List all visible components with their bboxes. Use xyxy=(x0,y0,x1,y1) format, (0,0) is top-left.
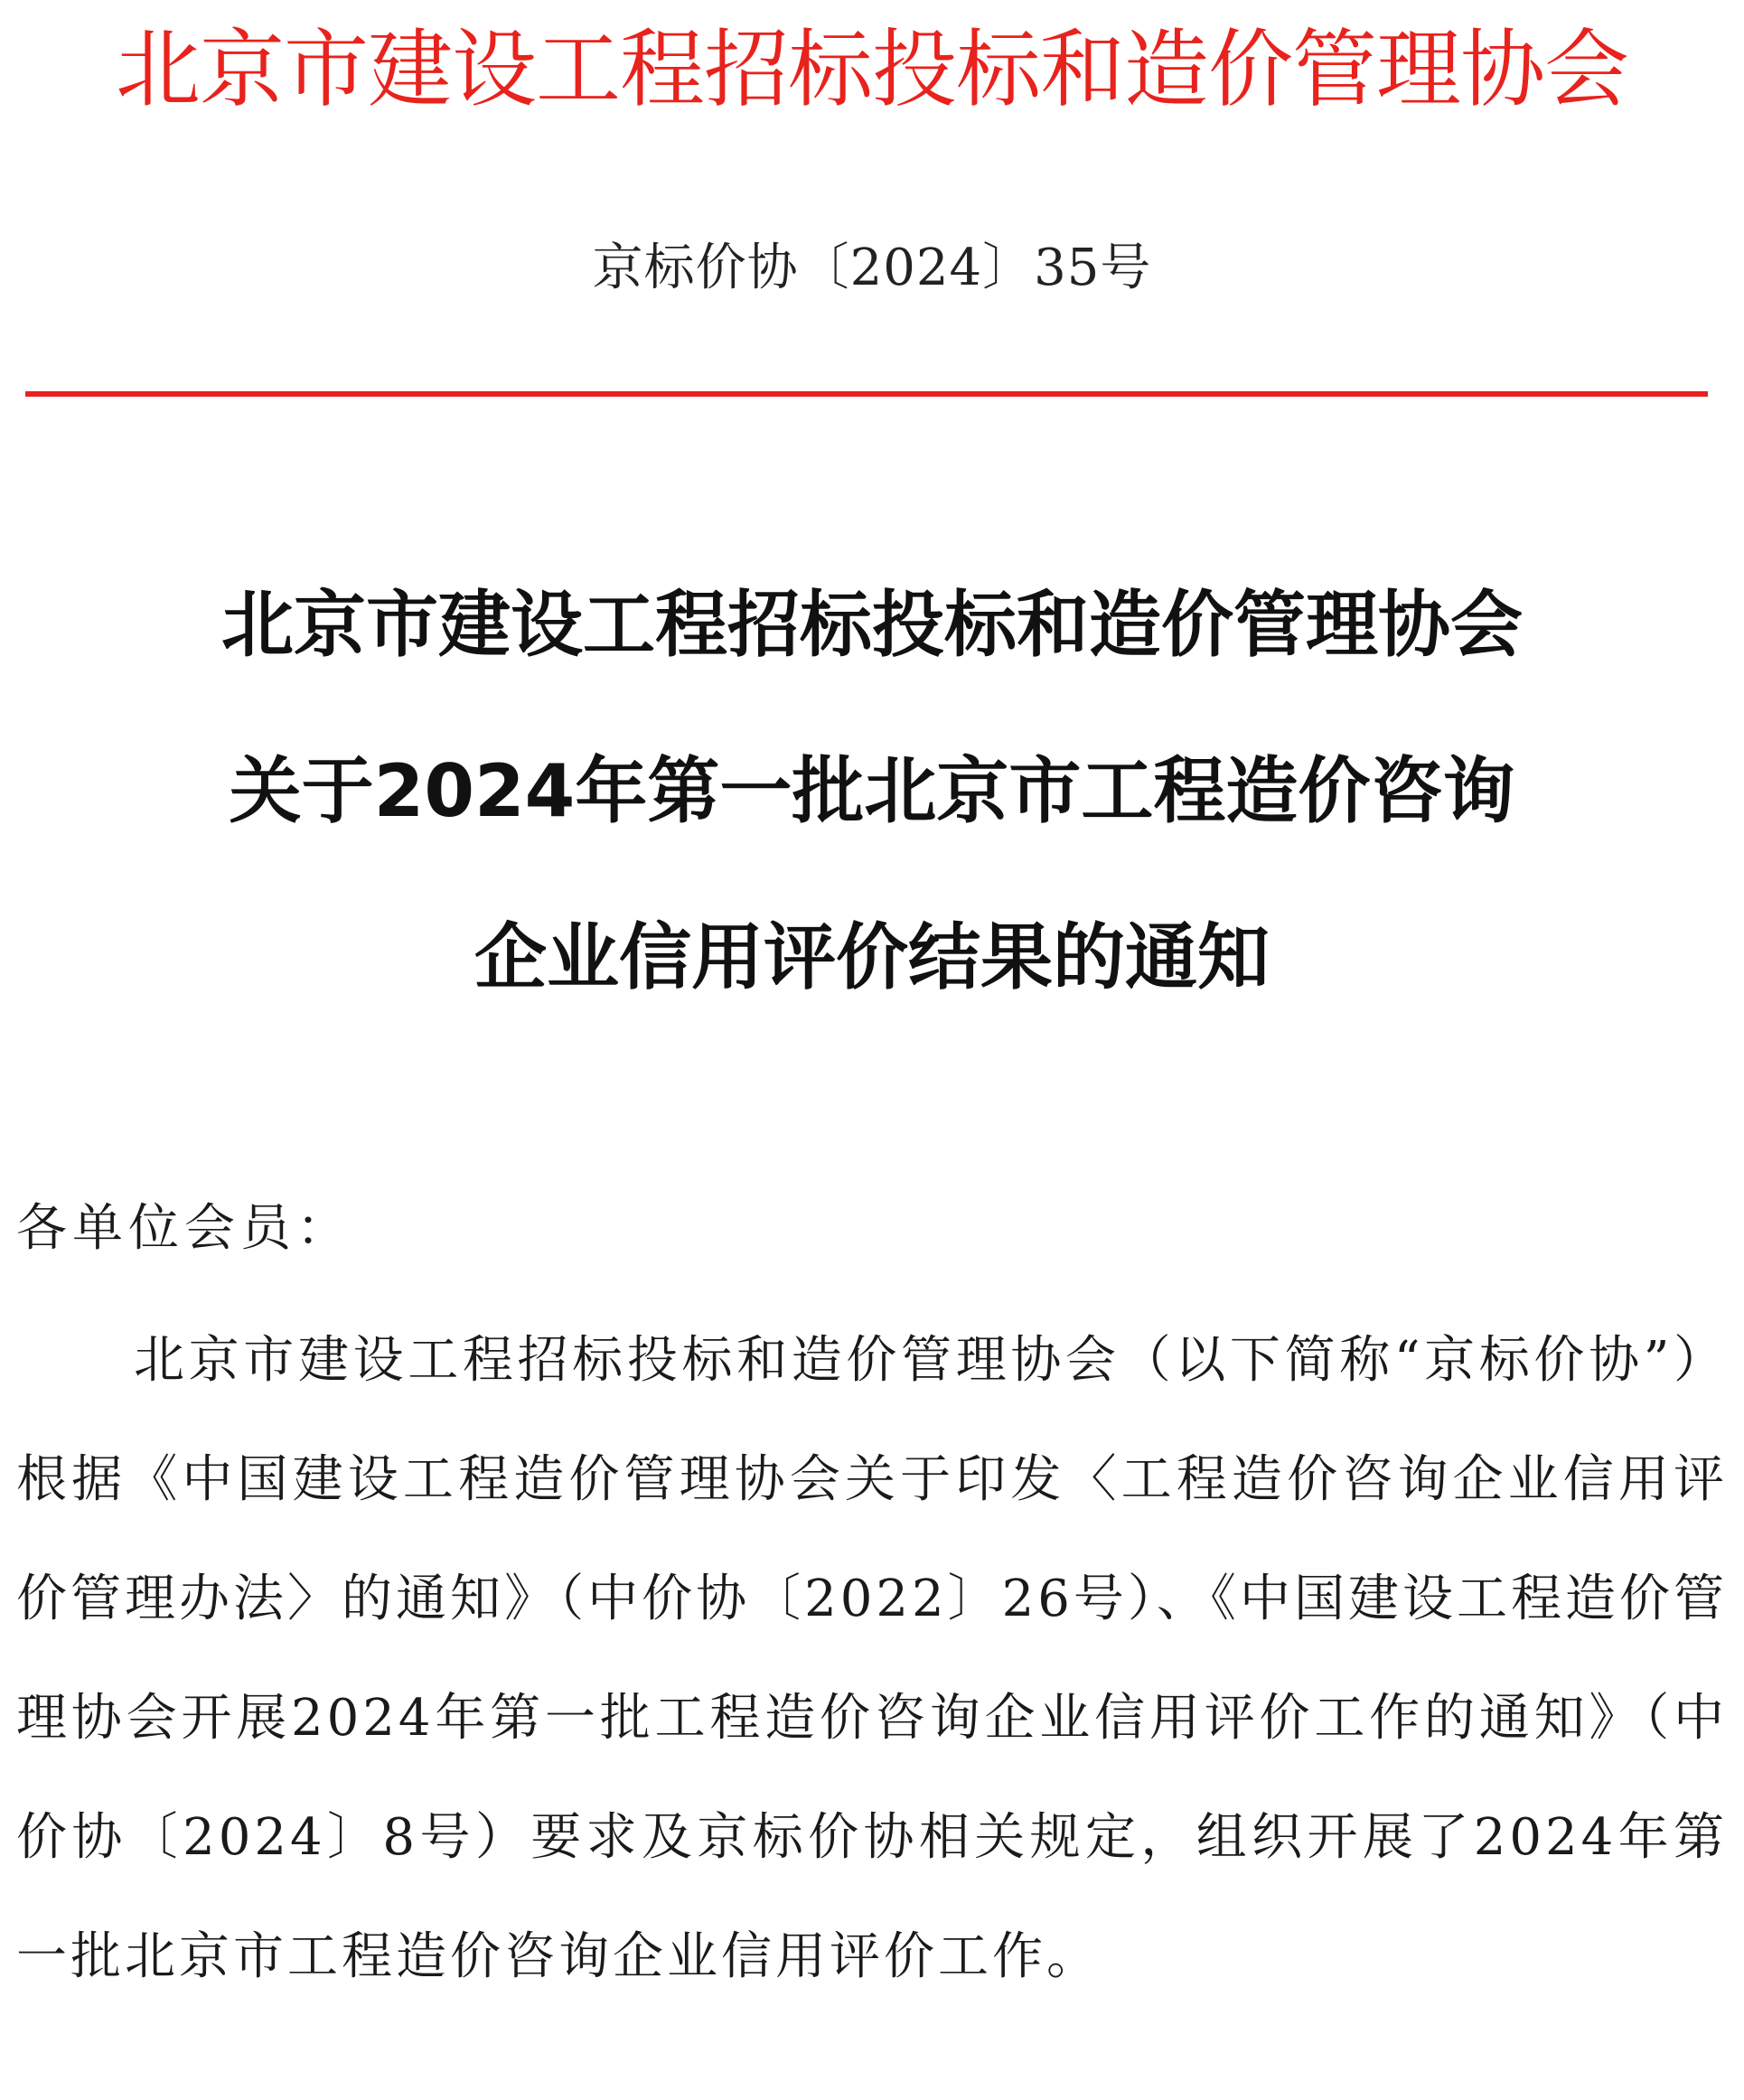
organization-header: 北京市建设工程招标投标和造价管理协会 xyxy=(115,21,1628,119)
salutation: 各单位会员： xyxy=(16,1199,352,1258)
title-line-3: 企业信用评价结果的通知 xyxy=(474,915,1270,999)
notice-title xyxy=(0,542,1744,1041)
title-line-2: 关于2024年第一批北京市工程造价咨询 xyxy=(229,749,1515,833)
title-line-1: 北京市建设工程招标投标和造价管理协会 xyxy=(221,583,1523,667)
document-number: 京标价协〔2024〕35号 xyxy=(592,239,1152,297)
body-paragraph: 北京市建设工程招标投标和造价管理协会（以下简称“京标价协”）根据《中国建设工程造价管理协会关于印发〈工程造价咨询企业信用评价管理办法〉的通知》（中价协〔2022〕26号）、《中国建设工程造价管理协会开展2024年第一批工程造价咨询企业信用评价工作的通知》（中价协〔2024〕8号）要求及京标价协相关规定，组织开展了2024年第一批北京市工程造价咨询企业信用评价工作。 xyxy=(16,1331,1728,1986)
header-divider xyxy=(25,391,1708,397)
